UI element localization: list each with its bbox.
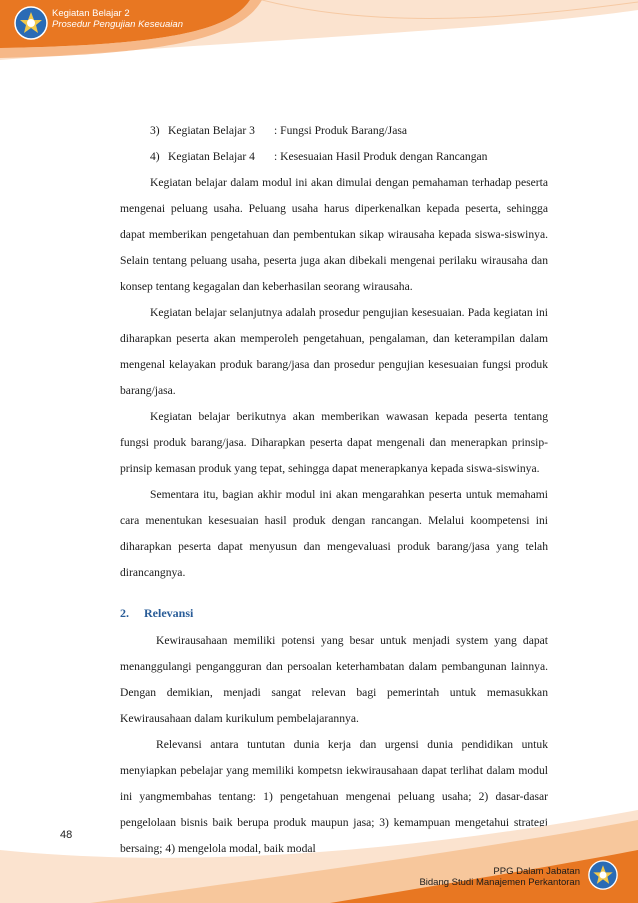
header-line-1: Kegiatan Belajar 2 (52, 8, 130, 19)
list-number: 4) (150, 150, 160, 163)
list-label: Kegiatan Belajar 3 (168, 124, 255, 137)
tut-wuri-handayani-logo-icon (14, 6, 48, 40)
paragraph: Kegiatan belajar selanjutnya adalah prosedur pengujian kesesuaian. Pada kegiatan ini diharapkan peserta akan memperoleh pengetahuan, pengalaman, dan keterampilan dalam mengenal kelayakan produk barang/jasa dan prosedur pengujian kesesuaian fungsi produk barang/jasa. (120, 306, 548, 397)
section-title: Relevansi (144, 606, 194, 620)
section-heading (120, 600, 548, 626)
paragraph: Relevansi antara tuntutan dunia kerja dan urgensi dunia pendidikan untuk menyiapkan pebelajar yang memiliki kompetsn iekwirausahaan dapat terlihat dalam modul ini yangmembahas tentang: 1) pengetahuan mengenai peluang usaha; 2) dasar-dasar pengelolaan bisnis baik berupa produk maupun jasa; 3) kemampuan mengetahui strategi bersaing; 4) mengelola modal, baik modal (120, 738, 548, 855)
list-label: Kegiatan Belajar 4 (168, 150, 255, 163)
paragraph: Kewirausahaan memiliki potensi yang besar untuk menjadi system yang dapat menanggulangi pengangguran dan persoalan keterhambatan dalam pembangunan lainnya. Dengan demikian, menjadi sangat relevan bagi pemerintah untuk memasukkan Kewirausahaan dalam kurikulum pembelajarannya. (120, 634, 548, 725)
list-item (150, 118, 548, 144)
footer-line-2: Bidang Studi Manajemen Perkantoran (419, 877, 580, 888)
list-description: : Kesesuaian Hasil Produk dengan Rancangan (274, 150, 488, 163)
header-line-2: Prosedur Pengujian Keseuaian (52, 19, 183, 30)
section-number: 2. (120, 606, 129, 620)
footer-line-1: PPG Dalam Jabatan (493, 866, 580, 877)
paragraph: Kegiatan belajar dalam modul ini akan dimulai dengan pemahaman terhadap peserta mengenai peluang usaha. Peluang usaha harus diperkenalkan kepada peserta, sehingga dapat memberikan pengetahuan dan pembentukan sikap wirausaha kepada siswa-siswinya. Selain tentang peluang usaha, peserta juga akan dibekali mengenai perilaku wirausaha dan konsep tentang kegagalan dan keberhasilan seorang wirausaha. (120, 176, 548, 293)
list-number: 3) (150, 124, 160, 137)
list-description: : Fungsi Produk Barang/Jasa (274, 124, 407, 137)
paragraph: Sementara itu, bagian akhir modul ini akan mengarahkan peserta untuk memahami cara menentukan kesesuaian hasil produk dengan rancangan. Melalui koompetensi ini diharapkan peserta dapat menyusun dan mengevaluasi produk barang/jasa yang telah dirancangnya. (120, 488, 548, 579)
list-item (150, 144, 548, 170)
main-content (120, 118, 548, 862)
footer-banner (0, 810, 638, 903)
paragraph: Kegiatan belajar berikutnya akan memberikan wawasan kepada peserta tentang fungsi produk barang/jasa. Diharapkan peserta dapat mengenali dan menerapkan prinsip-prinsip kemasan produk yang tepat, sehingga dapat menerapkanya kepada siswa-siswinya. (120, 410, 548, 475)
page-number: 48 (60, 829, 73, 841)
footer-title (419, 866, 580, 888)
tut-wuri-handayani-logo-icon (588, 860, 618, 890)
header-title (52, 8, 183, 30)
